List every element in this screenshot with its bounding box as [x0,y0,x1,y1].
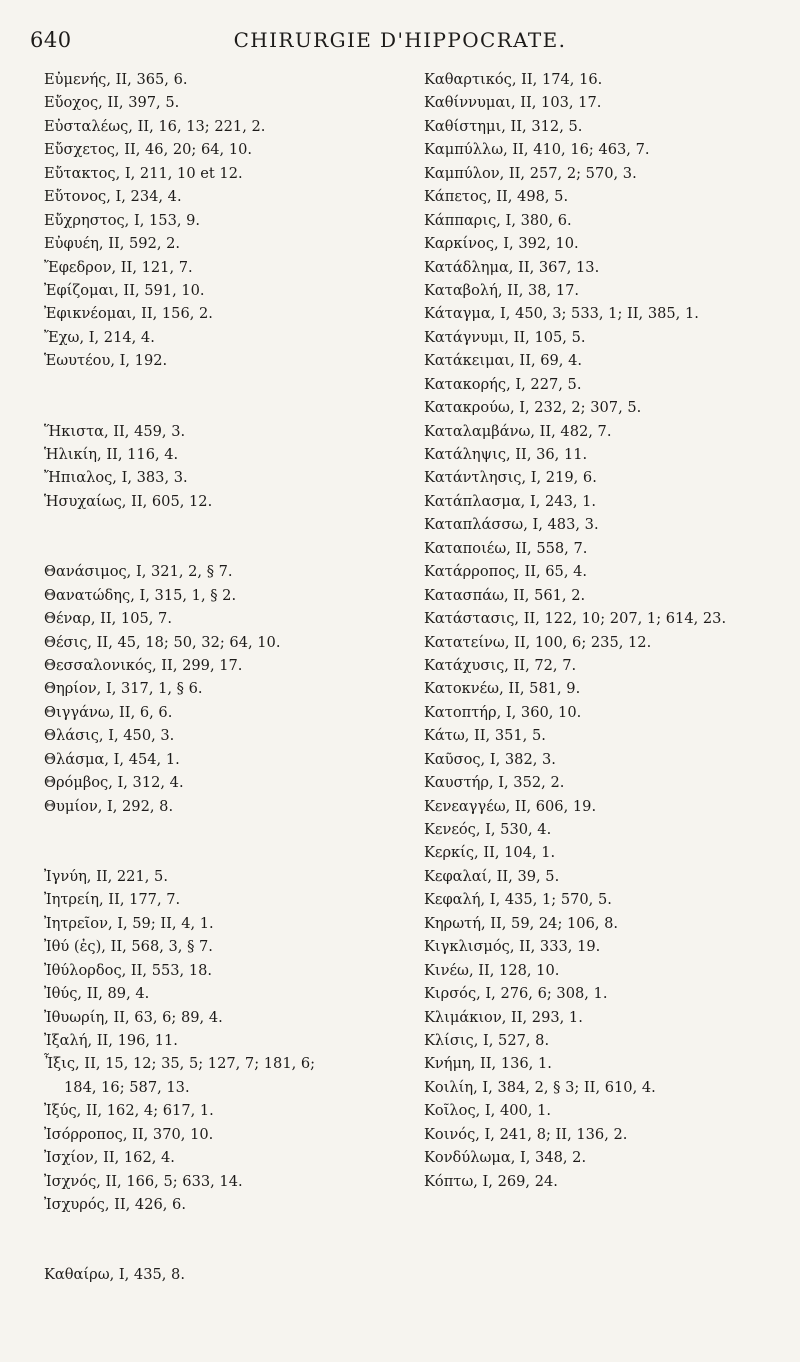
index-entry: Κόπτω, I, 269, 24. [424,1172,558,1190]
index-entry: Ἐφικνέομαι, II, 156, 2. [44,305,213,323]
index-entry: Ἑωυτέου, I, 192. [44,352,168,370]
index-entry: Ἰσχυρός, II, 426, 6. [44,1196,186,1214]
index-entry: Καθίστημι, II, 312, 5. [424,117,583,135]
index-entry: Θιγγάνω, II, 6, 6. [44,703,173,721]
index-entry: Κοινός, I, 241, 8; II, 136, 2. [424,1125,628,1143]
index-group-epsilon [44,68,404,373]
index-entry: Θλάσμα, I, 454, 1. [44,750,180,768]
index-entry: Κενεός, I, 530, 4. [424,821,552,838]
index-entry: Κατοκνέω, II, 581, 9. [424,680,581,698]
index-entry: Κατοπτήρ, I, 360, 10. [424,703,582,721]
index-entry: Κεφαλαί, II, 39, 5. [424,867,560,885]
index-entry: Θανάσιμος, I, 321, 2, § 7. [44,563,233,581]
index-entry: Ἤπιαλος, I, 383, 3. [44,469,188,487]
index-entry: Κενεαγγέω, II, 606, 19. [424,797,597,815]
index-entry: Κατάληψις, II, 36, 11. [424,446,588,463]
index-entry: Κλιμάκιον, II, 293, 1. [424,1008,583,1026]
index-entry: Κατάπλασμα, I, 243, 1. [424,492,597,510]
index-entry: Κατάκειμαι, II, 69, 4. [424,352,583,370]
index-entry: Θρόμβος, I, 312, 4. [44,774,184,792]
index-entry: Θηρίον, I, 317, 1, § 6. [44,680,203,698]
index-entry: Ἰξαλή, II, 196, 11. [44,1031,178,1049]
index-entry: Εὔχρηστος, I, 153, 9. [44,211,201,229]
index-entry: Κάταγμα, I, 450, 3; 533, 1; II, 385, 1. [424,305,699,323]
index-entry: Εὔσχετος, II, 46, 20; 64, 10. [44,141,253,159]
index-entry: Ἔφεδρον, II, 121, 7. [44,258,193,276]
index-group-iota [44,865,404,1217]
index-entry: Καταπλάσσω, I, 483, 3. [424,516,599,534]
index-entry: Κάπετος, II, 498, 5. [424,188,569,206]
page-header [30,28,770,62]
index-entry: Κατακρούω, I, 232, 2; 307, 5. [424,399,642,417]
index-entry: Κονδύλωμα, I, 348, 2. [424,1149,587,1167]
index-entry: Κατατείνω, II, 100, 6; 235, 12. [424,633,652,651]
index-entry: Κιρσός, I, 276, 6; 308, 1. [424,985,608,1003]
index-entry: Ἰσόρροπος, II, 370, 10. [44,1125,214,1143]
index-entry: Εὔτονος, I, 234, 4. [44,188,182,206]
left-column [44,68,404,1287]
index-entry: Θέναρ, II, 105, 7. [44,610,172,628]
index-entry: Εὔτακτος, I, 211, 10 et 12. [44,164,243,182]
index-entry: Κινέω, II, 128, 10. [424,961,560,979]
index-entry: Καῦσος, I, 382, 3. [424,750,556,768]
group-gap [44,818,404,865]
index-entry: Ἰγνύη, II, 221, 5. [44,867,168,885]
index-entry: Θλάσις, I, 450, 3. [44,727,175,745]
index-entry: Κατακορής, I, 227, 5. [424,375,582,393]
index-entry: Καθαρτικός, II, 174, 16. [424,71,603,88]
index-entry: Ἰητρεῖον, I, 59; II, 4, 1. [44,914,214,932]
index-entry: Κατάχυσις, II, 72, 7. [424,656,577,674]
index-entry: Εὐμενής, II, 365, 6. [44,71,188,88]
index-entry: Θεσσαλονικός, II, 299, 17. [44,656,243,674]
right-column [424,68,780,1193]
index-entry: Κατάρροπος, II, 65, 4. [424,563,588,581]
index-entry: Ἥκιστα, II, 459, 3. [44,422,186,440]
group-gap [44,1216,404,1263]
index-entry: Κεφαλή, I, 435, 1; 570, 5. [424,891,612,909]
index-entry: Κιγκλισμός, II, 333, 19. [424,938,601,956]
index-group-kappa [44,1263,404,1286]
index-entry: Κάτω, II, 351, 5. [424,727,546,745]
running-title: CHIRURGIE D'HIPPOCRATE. [233,28,567,52]
index-entry: Ἰσχίον, II, 162, 4. [44,1149,175,1167]
index-entry: Ἰξύς, II, 162, 4; 617, 1. [44,1102,214,1120]
index-entry: Ἰσχνός, II, 166, 5; 633, 14. [44,1172,243,1190]
index-entry: Κάππαρις, I, 380, 6. [424,211,572,229]
index-entry: Θυμίον, I, 292, 8. [44,797,174,815]
index-entry: Ἐφίζομαι, II, 591, 10. [44,281,205,299]
index-entry: Ἶξις, II, 15, 12; 35, 5; 127, 7; 181, 6; [44,1055,316,1073]
index-entry: Ἰθύ (ἐς), II, 568, 3, § 7. [44,938,213,956]
index-entry: Καταβολή, II, 38, 17. [424,281,580,299]
index-entry: Καθαίρω, I, 435, 8. [44,1266,185,1284]
index-entry: Εὐσταλέως, II, 16, 13; 221, 2. [44,117,266,135]
index-entry: Ἰθύλορδος, II, 553, 18. [44,961,213,979]
index-entry: Εὐφυέη, II, 592, 2. [44,235,181,253]
index-entry: Ἔχω, I, 214, 4. [44,328,155,346]
index-group-theta [44,560,404,818]
index-entry: Καρκίνος, I, 392, 10. [424,235,579,253]
index-entry: Καμπύλον, II, 257, 2; 570, 3. [424,164,637,182]
index-entry: Κατάντλησις, I, 219, 6. [424,469,597,487]
index-entry: Καθίννυμαι, II, 103, 17. [424,94,602,112]
index-entry: Ἡσυχαίως, II, 605, 12. [44,492,213,510]
index-entry: Καμπύλλω, II, 410, 16; 463, 7. [424,141,650,159]
index-entry: Κατάστασις, II, 122, 10; 207, 1; 614, 23. [424,610,727,628]
index-entry: Εὔοχος, II, 397, 5. [44,94,180,112]
group-gap [44,373,404,420]
index-entry: Καταποιέω, II, 558, 7. [424,539,588,557]
index-entry: Ἰθυωρίη, II, 63, 6; 89, 4. [44,1008,223,1026]
index-entry: Καταλαμβάνω, II, 482, 7. [424,422,612,440]
index-entry: Κοιλίη, I, 384, 2, § 3; II, 610, 4. [424,1078,656,1096]
index-entry: Ἡλικίη, II, 116, 4. [44,446,179,464]
index-entry-continuation: 184, 16; 587, 13. [64,1078,190,1096]
index-entry: Κνήμη, II, 136, 1. [424,1055,552,1073]
index-entry: Ἰητρείη, II, 177, 7. [44,891,181,909]
index-entry: Θέσις, II, 45, 18; 50, 32; 64, 10. [44,633,281,651]
index-entry: Κατασπάω, II, 561, 2. [424,586,586,604]
group-gap [44,513,404,560]
index-entry: Κατάγνυμι, II, 105, 5. [424,328,586,346]
index-entry: Κερκίς, II, 104, 1. [424,844,556,862]
index-entry: Κατάδλημα, II, 367, 13. [424,258,600,276]
index-entry: Κηρωτή, II, 59, 24; 106, 8. [424,914,619,932]
index-entry: Κοῖλος, I, 400, 1. [424,1102,551,1120]
index-entry: Θανατώδης, I, 315, 1, § 2. [44,586,237,604]
page-number: 640 [30,28,72,52]
index-entry: Ἰθύς, II, 89, 4. [44,985,150,1003]
index-group-eta [44,420,404,514]
index-entry: Κλίσις, I, 527, 8. [424,1031,550,1049]
index-entry: Καυστήρ, I, 352, 2. [424,774,565,792]
